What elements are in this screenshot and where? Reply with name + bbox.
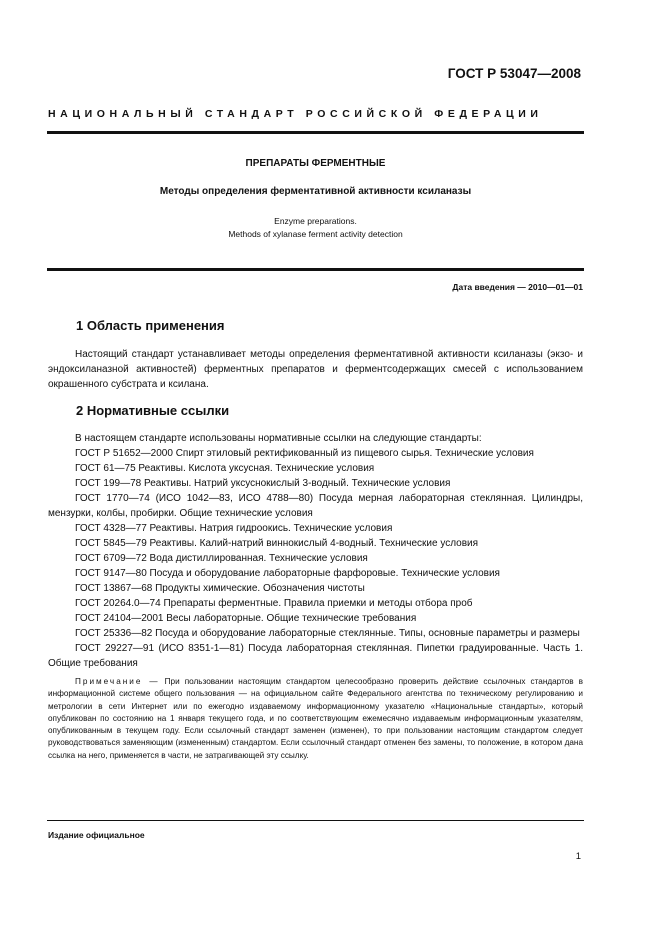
- note-text: При пользовании настоящим стандартом целесообразно проверить действие ссылочных стандартов в информационной системе общего пользования — на официальном сайте Федерального агентства по техническому регулированию и метрологии в сети Интернет или по ежегодно издаваемому информационному указателю «Национальные стандарты», который опубликован по состоянию на 1 января текущего года, и по соответствующим ежемесячно издаваемым информационным указателям, опубликованным в текущем году. Если ссылочный стандарт заменен (изменен), то при пользовании настоящим стандартом следует руководствоваться заменяющим (измененным) стандартом. Если ссылочный стандарт отменен без замены, то положение, в котором дана ссылка на него, применяется в части, не затрагивающей эту ссылку.: [48, 677, 583, 760]
- standard-code: ГОСТ Р 53047—2008: [447, 66, 581, 81]
- official-edition-label: Издание официальное: [48, 830, 145, 840]
- reference-item: ГОСТ 199—78 Реактивы. Натрий уксуснокислый 3-водный. Технические условия: [75, 478, 451, 489]
- page-number: 1: [575, 851, 581, 862]
- reference-item: ГОСТ 20264.0—74 Препараты ферментные. Правила приемки и методы отбора проб: [75, 598, 473, 609]
- national-standard-heading: НАЦИОНАЛЬНЫЙ СТАНДАРТ РОССИЙСКОЙ ФЕДЕРАЦИИ: [48, 108, 543, 120]
- reference-item: ГОСТ 5845—79 Реактивы. Калий-натрий виннокислый 4-водный. Технические условия: [75, 538, 479, 549]
- reference-item: ГОСТ 61—75 Реактивы. Кислота уксусная. Технические условия: [75, 463, 375, 474]
- reference-item: ГОСТ 29227—91 (ИСО 8351-1—81) Посуда лабораторная стеклянная. Пипетки градуированные. Часть 1. Общие требования: [48, 643, 583, 669]
- reference-item: ГОСТ 6709—72 Вода дистиллированная. Технические условия: [75, 553, 368, 564]
- references-note: [48, 676, 583, 762]
- reference-item: ГОСТ 4328—77 Реактивы. Натрия гидроокись. Технические условия: [75, 523, 393, 534]
- normative-references: [48, 431, 583, 671]
- english-title-line-1: Enzyme preparations.: [274, 216, 357, 226]
- title-rule: [47, 268, 584, 271]
- introduction-date: Дата введения — 2010—01—01: [452, 282, 583, 292]
- english-title-line-2: Methods of xylanase ferment activity detection: [228, 229, 403, 239]
- reference-item: ГОСТ 13867—68 Продукты химические. Обозначения чистоты: [75, 583, 365, 594]
- header-rule: [47, 131, 584, 134]
- note-label: Примечание —: [75, 677, 160, 686]
- reference-item: ГОСТ Р 51652—2000 Спирт этиловый ректификованный из пищевого сырья. Технические условия: [75, 448, 534, 459]
- section-1-heading: 1 Область применения: [76, 318, 225, 333]
- document-subtitle: Методы определения ферментативной активности ксиланазы: [159, 186, 472, 197]
- reference-item: ГОСТ 9147—80 Посуда и оборудование лабораторные фарфоровые. Технические условия: [75, 568, 500, 579]
- reference-item: ГОСТ 1770—74 (ИСО 1042—83, ИСО 4788—80) Посуда мерная лабораторная стеклянная. Цилиндры, мензурки, колбы, пробирки. Общие технические условия: [48, 493, 583, 519]
- document-title: ПРЕПАРАТЫ ФЕРМЕНТНЫЕ: [245, 158, 386, 169]
- reference-item: ГОСТ 25336—82 Посуда и оборудование лабораторные стеклянные. Типы, основные параметры и размеры: [75, 628, 580, 639]
- reference-item: ГОСТ 24104—2001 Весы лабораторные. Общие технические требования: [75, 613, 417, 624]
- references-intro: В настоящем стандарте использованы нормативные ссылки на следующие стандарты:: [75, 433, 482, 444]
- section-2-heading: 2 Нормативные ссылки: [76, 403, 230, 418]
- footer-rule: [47, 820, 584, 821]
- section-1-text: Настоящий стандарт устанавливает методы определения ферментативной активности ксиланазы (экзо- и эндоксиланазной активностей) ферментных препаратов и ферментсодержащих смесей с использованием окрашенного субстрата и ксилана.: [48, 349, 583, 390]
